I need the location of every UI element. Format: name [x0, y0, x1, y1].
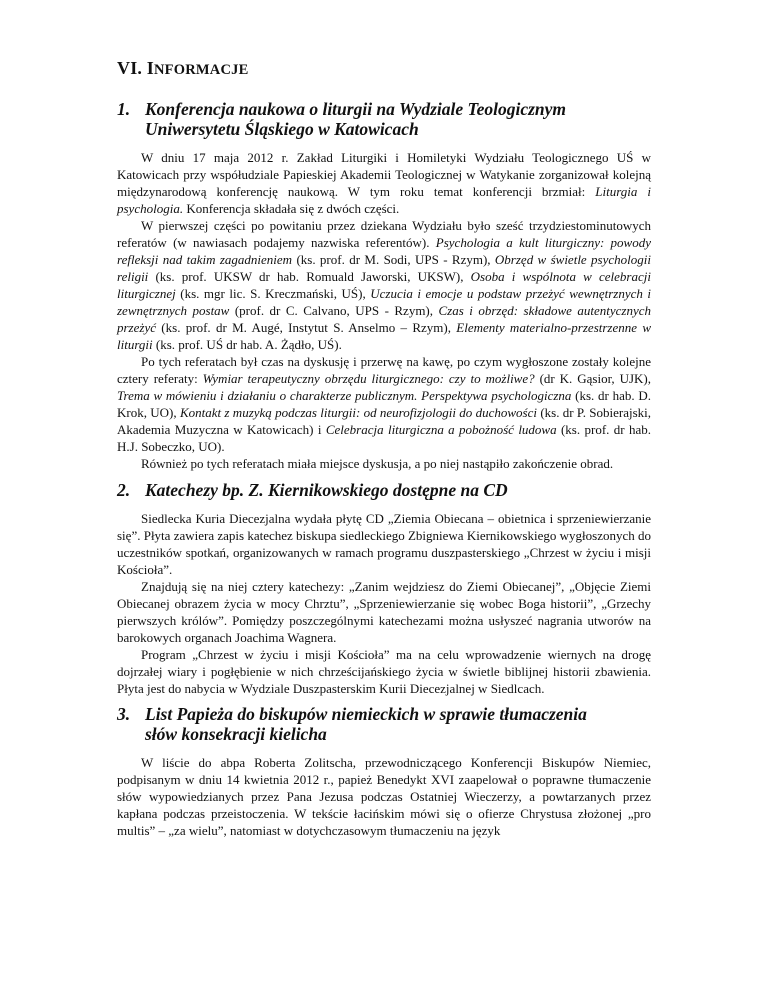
text-run: Siedlecka Kuria Diecezjalna wydała płytę CD „Ziemia Obiecana – obietnica i sprzeniewierzanie się”. Płyta zawiera zapis katechez biskupa siedleckiego Zbigniewa Kiernikowskiego wygłoszonych do uczestników spotkań, organizowanych w ramach programu duszpasterskiego „Chrzest w życiu i misji Kościoła”.: [117, 511, 651, 577]
text-run: Program „Chrzest w życiu i misji Kościoła” ma na celu wprowadzenie wiernych na drogę dojrzałej wiary i pogłębienie w nich chrześcijańskiego życia w świetle biblijnej historii zbawienia. Płyta jest do nabycia w Wydziale Duszpasterskim Kurii Diecezjalnej w Siedlcach.: [117, 647, 651, 696]
text-run: (ks. mgr lic. S. Kreczmański, UŚ),: [175, 286, 371, 301]
italic-text: Elementy materialno-przestrzenne w liturgii: [117, 320, 652, 352]
italic-text: Uczucia i emocje u podstaw przeżyć wewnętrznych i zewnętrznych postaw: [117, 286, 651, 318]
article-title-line: słów konsekracji kielicha: [145, 724, 327, 744]
article-number: 2.: [117, 480, 131, 500]
paragraph: [117, 149, 651, 217]
article-title-line: List Papieża do biskupów niemieckich w sprawie tłumaczenia: [145, 704, 587, 724]
italic-text: Wymiar terapeutyczny obrzędu liturgicznego: czy to możliwe?: [202, 371, 535, 386]
text-run: (ks. prof. UŚ dr hab. A. Żądło, UŚ).: [152, 337, 342, 352]
text-run: (ks. prof. dr M. Sodi, UPS - Rzym),: [292, 252, 495, 267]
paragraph: [117, 217, 651, 353]
italic-text: Obrzęd w świetle psychologii religii: [117, 252, 651, 284]
italic-text: Liturgia i psychologia.: [117, 184, 651, 216]
article-title-line: Uniwersytetu Śląskiego w Katowicach: [145, 119, 419, 139]
italic-text: Celebracja liturgiczna a pobożność ludowa: [325, 422, 557, 437]
article-body: [117, 510, 651, 697]
text-run: (dr K. Gąsior, UJK),: [534, 371, 651, 386]
article-heading: [117, 99, 651, 139]
paragraph: [117, 578, 651, 646]
article-number: 1.: [117, 99, 131, 119]
paragraph: [117, 455, 651, 472]
paragraph: [117, 353, 651, 455]
text-run: Po tych referatach był czas na dyskusję i przerwę na kawę, po czym wygłoszone zostały kolejne cztery referaty:: [117, 354, 651, 386]
text-run: (ks. dr P. Sobierajski, Akademia Muzyczna w Katowicach) i: [117, 405, 652, 437]
article-body: [117, 754, 651, 839]
text-run: Znajdują się na niej cztery katechezy: „Zanim wejdziesz do Ziemi Obiecanej”, „Objęcie Ziemi Obiecanej obrazem życia w mocy Chrztu”, „Sprzeniewierzanie się wobec Boga historii”, „Grzechy pierwszych królów”. Pomiędzy poszczególnymi katechezami można usłyszeć nagrania utworów na barokowych organach Joachima Wagnera.: [117, 579, 651, 645]
section-title: VI. INFORMACJE: [117, 58, 249, 78]
italic-text: Kontakt z muzyką podczas liturgii: od neurofizjologii do duchowości: [179, 405, 537, 420]
paragraph: [117, 754, 651, 839]
article-heading: [117, 704, 651, 744]
text-run: W liście do abpa Roberta Zolitscha, przewodniczącego Konferencji Biskupów Niemiec, podpisanym w dniu 14 kwietnia 2012 r., papież Benedykt XVI zaapelował o poprawne tłumaczenie słów wypowiedzianych przez Pana Jezusa podczas Ostatniej Wieczerzy, a powtarzanych przez kapłana podczas przeistoczenia. W tekście łacińskim mówi się o ofierze Chrystusa złożonej „pro multis” – „za wielu”, natomiast w dotychczasowym tłumaczeniu na język: [117, 755, 651, 838]
text-run: Konferencja składała się z dwóch części.: [183, 201, 400, 216]
articles: [117, 99, 651, 839]
paragraph: [117, 646, 651, 697]
paragraph: [117, 510, 651, 578]
article-heading: [117, 480, 651, 500]
text-run: (ks. prof. dr hab. H.J. Sobeczko, UO).: [117, 422, 651, 454]
text-run: Również po tych referatach miała miejsce dyskusja, a po niej nastąpiło zakończenie obrad.: [141, 456, 614, 471]
text-run: (ks. prof. UKSW dr hab. Romuald Jaworski, UKSW),: [148, 269, 471, 284]
text-run: W dniu 17 maja 2012 r. Zakład Liturgiki i Homiletyki Wydziału Teologicznego UŚ w Katowicach przy współudziale Papieskiej Akademii Teologicznej w Watykanie zorganizował kolejną międzynarodową konferencję naukową. W tym roku temat konferencji brzmiał:: [117, 150, 651, 199]
page: [117, 0, 651, 839]
text-run: (prof. dr C. Calvano, UPS - Rzym),: [229, 303, 439, 318]
article-body: [117, 149, 651, 472]
text-run: (ks. prof. dr M. Augé, Instytut S. Anselmo – Rzym),: [156, 320, 457, 335]
article-title-line: Konferencja naukowa o liturgii na Wydziale Teologicznym: [145, 99, 567, 119]
text-run: W pierwszej części po powitaniu przez dziekana Wydziału było sześć trzydziestominutowych referatów (w nawiasach podajemy nazwiska referentów).: [117, 218, 651, 250]
italic-text: Osoba i wspólnota w celebracji liturgicznej: [117, 269, 651, 301]
article-title-line: Katechezy bp. Z. Kiernikowskiego dostępne na CD: [145, 480, 508, 500]
article-number: 3.: [117, 704, 131, 724]
italic-text: Psychologia a kult liturgiczny: powody refleksji nad takim zagadnieniem: [117, 235, 652, 267]
italic-text: Trema w mówieniu i działaniu o charakterze publicznym. Perspektywa psychologiczna: [117, 388, 572, 403]
italic-text: Czas i obrzęd: składowe autentycznych przeżyć: [117, 303, 651, 335]
text-run: (ks. dr hab. D. Krok, UO),: [117, 388, 651, 420]
